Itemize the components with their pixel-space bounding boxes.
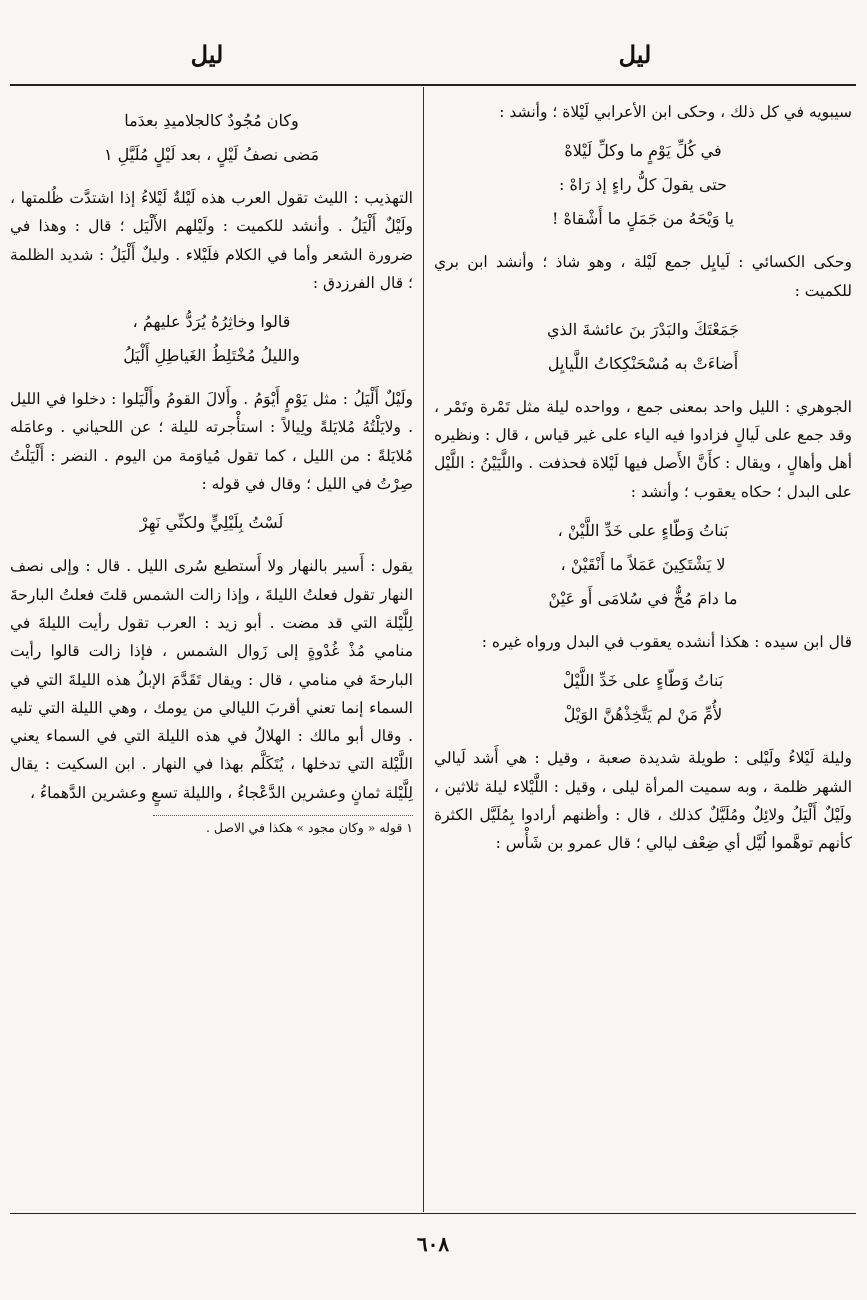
verse-line: أَضاءَتْ به مُسْحَنْكِكاتُ اللَّيايِل (547, 353, 739, 373)
verse-line: حتى يقولَ كلُّ راءٍ إذ رَاهْ : (559, 175, 727, 195)
verse-line: يا وَيْحَهُ من جَمَلٍ ما أَشْقاهْ ! (551, 209, 734, 229)
verse-block (434, 514, 852, 616)
paragraph: سيبويه في كل ذلك ، وحكى ابن الأعرابي لَيْلاة ؛ وأنشد : (499, 103, 852, 121)
verse-block (10, 104, 413, 172)
left-column (10, 98, 413, 838)
right-column (434, 98, 852, 866)
column-divider (423, 87, 424, 1212)
paragraph: قال ابن سيده : هكذا أنشده يعقوب في البدل ورواه غيره : (481, 633, 852, 652)
running-header-left: ليل (190, 40, 224, 69)
footer-rule (10, 1213, 856, 1214)
verse-line: جَمَعْتَكَ والبَدْرَ بنَ عائشةَ الذي (546, 319, 740, 339)
footnote-rule (153, 815, 413, 816)
verse-line: وكان مُجُودٌ كالجلاميدِ بعدَما (124, 111, 299, 130)
paragraph: وليلة لَيْلاءُ ولَيْلى : طويلة شديدة صعبة ، وقيل : هي أَشد لَيالي الشهر ظلمة ، وبه سميت المرأة ليلى ، وقيل : اللَّيْلاء ليلة ثلاثين ، ولَيْلٌ أَلْيَلُ ولائِلٌ ومُلَيَّلٌ كذلك ، قال : وأظنهم أرادوا بِمُلَيَّل الكثرة كأنهم توهَّموا لُيَّل أي ضِعْف ليالي ؛ قال عمرو بن شَأْس : (434, 749, 852, 853)
header-rule (10, 84, 856, 86)
paragraph: التهذيب : الليث تقول العرب هذه لَيْلةٌ لَيْلاءُ إذا اشتدَّت ظُلمتها ، ولَيْلٌ أَلْيَلُ . وأنشد للكميت : ولَيْلهم الأَلْيَل ؛ قال : وهذا في ضرورة الشعر وأما في الكلام فلَيْلاء . وليلٌ أَلْيَلُ : شديد الظلمة ؛ قال الفرزدق : (10, 189, 413, 292)
verse-line: مَضى نصفُ لَيْلٍ ، بعد لَيْلٍ مُلَيَّلِ ١ (103, 145, 320, 164)
verse-block (434, 134, 852, 236)
paragraph: وحكى الكسائي : لَيايِل جمع لَيْلة ، وهو شاذ ؛ وأنشد ابن بري للكميت : (434, 253, 852, 300)
verse-block (434, 664, 852, 732)
verse-block (10, 305, 413, 373)
verse-line: قالوا وخاثِرُهُ يُرَدُّ عليهمُ ، (132, 312, 291, 332)
verse-line: ما دامَ مُخٌّ في سُلامَى أَو عَيْنْ (548, 589, 738, 609)
footnote: ١ قوله « وكان مجود » هكذا في الاصل . (205, 820, 413, 836)
verse-block (10, 506, 413, 540)
verse-line: والليلُ مُخْتَلِطُ الغَياطِلِ أَلْيَلُ (123, 346, 300, 366)
verse-line: لا يَشْتَكِينَ عَمَلاً ما أَنْقَيْنْ ، (560, 555, 726, 575)
verse-line: لأُمِّ مَنْ لم يَتَّخِذْهُنَّ الوَيْلْ (563, 705, 723, 725)
verse-line: لَسْتُ بِلَيْلِيٍّ ولكنِّي نَهِرْ (139, 513, 284, 533)
verse-line: في كُلِّ يَوْمٍ ما وكلِّ لَيْلاهْ (564, 141, 722, 161)
verse-line: بَناتُ وَطّاءٍ على خَدِّ اللَّيْلْ (562, 671, 724, 691)
verse-block (434, 313, 852, 381)
paragraph: الجوهري : الليل واحد بمعنى جمع ، وواحده ليلة مثل تَمْرة وتَمْر ، وقد جمع على لَيالٍ فزادوا فيه الياء على غير قياس ، قال : ونظيره أهل وأهالٍ ، ويقال : كأَنَّ الأَصل فيها لَيْلاة فحذفت . واللَّيَيْنُ : اللَّيْل على البدل ؛ حكاه يعقوب ؛ وأنشد : (434, 397, 852, 501)
page-number: ٦٠٨ (416, 1232, 450, 1256)
paragraph: يقول : أَسير بالنهار ولا أَستطيع سُرى الليل . قال : وإلى نصف النهار تقول فعلتُ الليلةَ ، وإذا زالت الشمس قلتَ فعلتُ البارحةَ لِلَّيْلة التي قد مضت . أبو زيد : العرب تقول رأيت الليلةَ في منامي مُذْ غُدْوةٍ إلى زَوال الشمس ، فإذا زالت قالوا رأيت البارحةَ في منامي ، قال : ويقال تَقَدَّمَ الإبلُ هذه الليلةَ التي في السماء إنما تعني أقربَ الليالي من يومك ، وهي الليلة التي تليه . وقال أبو مالك : الهلالُ في هذه الليلة التي في السماء يعني اللَّيْلة التي تدخلها ، يُتَكَلَّم بهذا في النهار . ابن السكيت : يقال لِلَّيْلة ثمانٍ وعشرين الدَّعْجاءُ ، والليلة تسعٍ وعشرين الدَّهماءُ ، (10, 557, 413, 802)
running-header-right: ليل (618, 40, 652, 69)
verse-line: بَناتُ وَطّاءٍ على خَدِّ اللَّيْنْ ، (557, 521, 729, 541)
paragraph: ولَيْلٌ أَلْيَلُ : مثل يَوْمٍ أَيْوَمُ . وأَلالَ القومُ وأَلْيَلوا : دخلوا في الليل . ولايَلْتُهُ مُلايَلةً ولِيالاً : استأْجرته لليلة ؛ عن اللحياني . وعامَله مُلايَلةً : من الليل ، كما تقول مُياوَمة من اليوم . النضر : أَلْيَلْتُ صِرْتُ في الليل ؛ وقال في قوله : (10, 390, 413, 494)
